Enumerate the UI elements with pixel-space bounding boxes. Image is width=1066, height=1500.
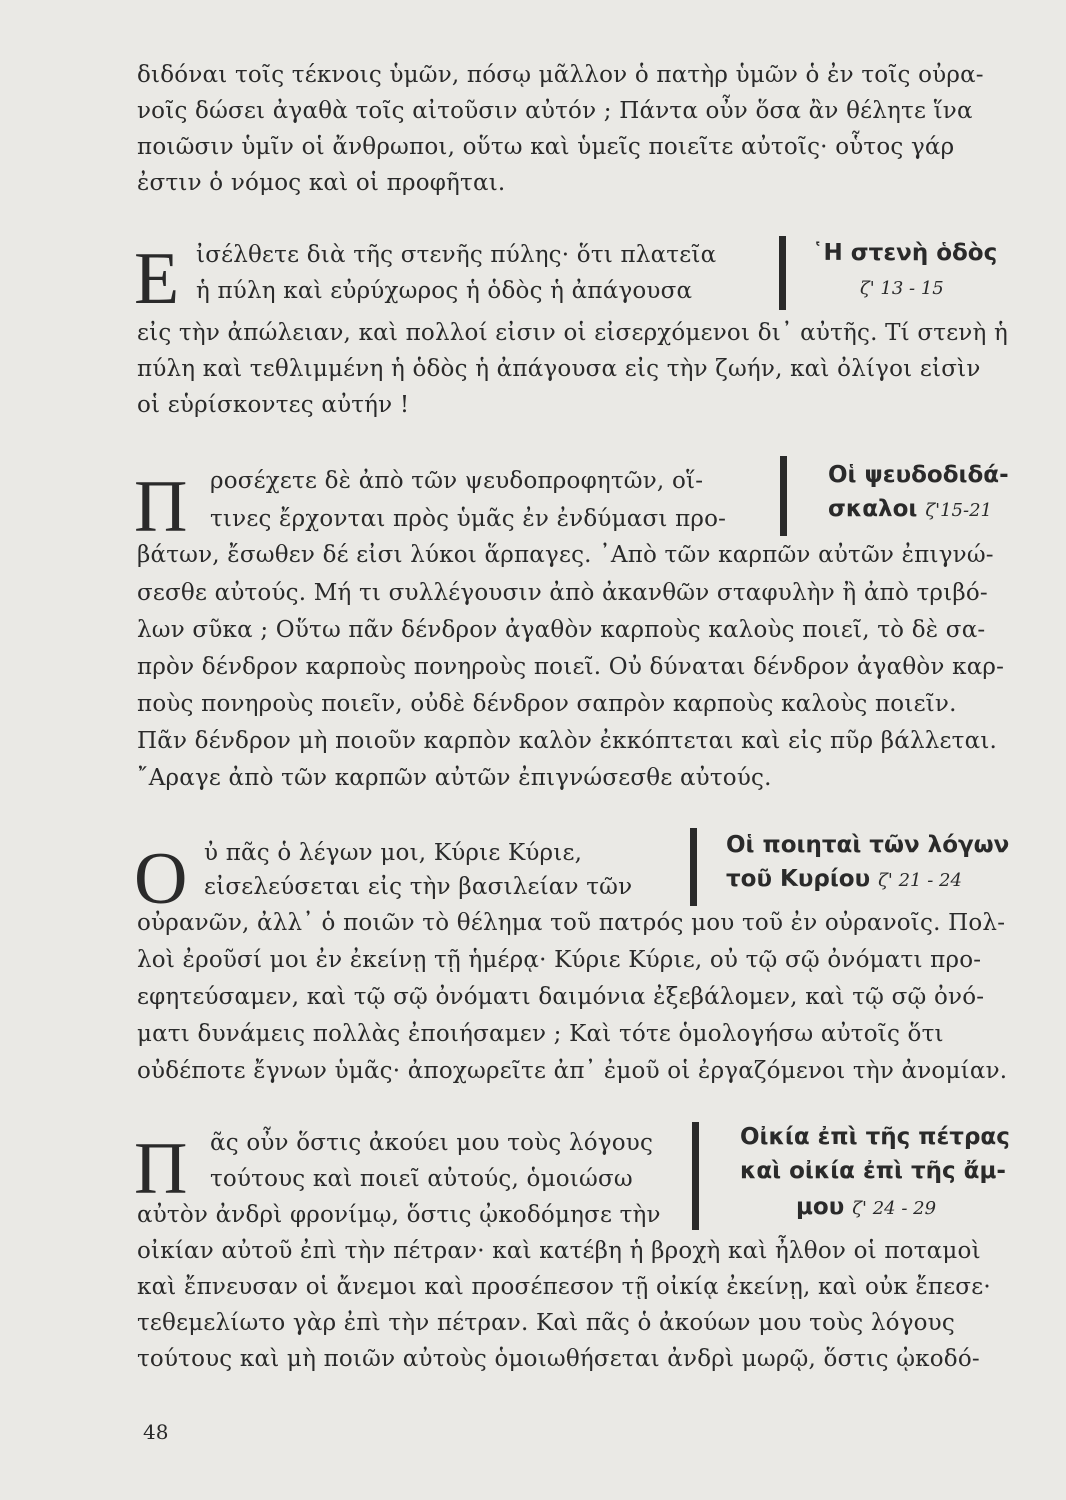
title-line: τοῦ Κυρίου xyxy=(726,866,871,892)
dropcap: Ε xyxy=(134,238,180,320)
text-line: ᾶς οὖν ὅστις ἀκούει μου τοὺς λόγους xyxy=(210,1130,654,1156)
margin-bar xyxy=(779,236,786,310)
dropcap: Π xyxy=(134,466,188,548)
verse-ref-line xyxy=(852,272,944,304)
section-title-continued xyxy=(726,864,962,896)
dropcap: Π xyxy=(134,1128,188,1210)
verse-reference: ζ' 24 - 29 xyxy=(852,1198,937,1219)
margin-bar xyxy=(692,1122,699,1230)
margin-bar xyxy=(780,456,787,536)
section-title xyxy=(828,460,1009,490)
section-title xyxy=(726,830,1009,860)
title-line: Οἱ ψευδοδιδά- xyxy=(828,462,1009,488)
section-title xyxy=(812,238,997,268)
text-line: πρὸν δένδρον καρποὺς πονηροὺς ποιεῖ. Οὐ δύναται δένδρον ἀγαθὸν καρ- xyxy=(137,654,1005,680)
section-title xyxy=(740,1122,1010,1152)
text-line: νοῖς δώσει ἀγαθὰ τοῖς αἰτοῦσιν αὐτόν ; Πάντα οὖν ὅσα ἂν θέλητε ἵνα xyxy=(137,98,973,124)
text-line: λων σῦκα ; Οὕτω πᾶν δένδρον ἀγαθὸν καρποὺς καλοὺς ποιεῖ, τὸ δὲ σα- xyxy=(137,617,986,643)
text-line: ποὺς πονηροὺς ποιεῖν, οὐδὲ δένδρον σαπρὸν καρποὺς καλοὺς ποιεῖν. xyxy=(137,691,957,717)
text-line: ἐστιν ὁ νόμος καὶ οἱ προφῆται. xyxy=(137,170,506,196)
text-line: οὐρανῶν, ἀλλ᾽ ὁ ποιῶν τὸ θέλημα τοῦ πατρός μου τοῦ ἐν οὐρανοῖς. Πολ- xyxy=(137,910,1006,936)
page-number: 48 xyxy=(143,1420,169,1444)
verse-reference: ζ'15-21 xyxy=(925,500,992,521)
text-line: ἡ πύλη καὶ εὐρύχωρος ἡ ὁδὸς ἡ ἀπάγουσα xyxy=(196,278,693,304)
text-line: βάτων, ἔσωθεν δέ εἰσι λύκοι ἅρπαγες. ᾿Απὸ τῶν καρπῶν αὐτῶν ἐπιγνώ- xyxy=(137,542,994,568)
text-line: πύλη καὶ τεθλιμμένη ἡ ὁδὸς ἡ ἀπάγουσα εἰς τὴν ζωήν, καὶ ὀλίγοι εἰσὶν xyxy=(137,356,981,382)
text-line: διδόναι τοῖς τέκνοις ὑμῶν, πόσῳ μᾶλλον ὁ πατὴρ ὑμῶν ὁ ἐν τοῖς οὐρα- xyxy=(137,62,984,88)
text-line: τούτους καὶ μὴ ποιῶν αὐτοὺς ὁμοιωθήσεται ἀνδρὶ μωρῷ, ὅστις ᾠκοδό- xyxy=(137,1346,980,1372)
text-line: αὐτὸν ἀνδρὶ φρονίμῳ, ὅστις ᾠκοδόμησε τὴν xyxy=(137,1202,661,1228)
title-line: Οἱ ποιηταὶ τῶν λόγων xyxy=(726,832,1010,858)
section-title-continued xyxy=(828,494,992,526)
text-line: εἰσελεύσεται εἰς τὴν βασιλείαν τῶν xyxy=(204,874,633,900)
text-line: ῎Αραγε ἀπὸ τῶν καρπῶν αὐτῶν ἐπιγνώσεσθε αὐτούς. xyxy=(137,765,772,791)
text-line: σεσθε αὐτούς. Μή τι συλλέγουσιν ἀπὸ ἀκανθῶν σταφυλὴν ἢ ἀπὸ τριβό- xyxy=(137,580,988,606)
text-line: τεθεμελίωτο γὰρ ἐπὶ τὴν πέτραν. Καὶ πᾶς ὁ ἀκούων μου τοὺς λόγους xyxy=(137,1310,955,1336)
title-line: ῾Η στενὴ ὁδὸς xyxy=(812,240,998,266)
text-line: ματι δυνάμεις πολλὰς ἐποιήσαμεν ; Καὶ τότε ὁμολογήσω αὐτοῖς ὅτι xyxy=(137,1021,944,1047)
dropcap: Ο xyxy=(134,838,188,920)
text-line: ποιῶσιν ὑμῖν οἱ ἄνθρωποι, οὕτω καὶ ὑμεῖς ποιεῖτε αὐτοῖς· οὗτος γάρ xyxy=(137,134,955,160)
margin-bar xyxy=(690,828,697,906)
verse-reference: ζ' 21 - 24 xyxy=(878,870,962,891)
title-line: Οἰκία ἐπὶ τῆς πέτρας xyxy=(740,1124,1010,1150)
text-line: Πᾶν δένδρον μὴ ποιοῦν καρπὸν καλὸν ἐκκόπτεται καὶ εἰς πῦρ βάλλεται. xyxy=(137,728,998,754)
section-title-continued xyxy=(796,1192,936,1224)
text-line: ὐ πᾶς ὁ λέγων μοι, Κύριε Κύριε, xyxy=(204,840,583,866)
title-line: καὶ οἰκία ἐπὶ τῆς ἄμ- xyxy=(740,1158,1006,1184)
text-line: τούτους καὶ ποιεῖ αὐτούς, ὁμοιώσω xyxy=(210,1166,633,1192)
text-line: οἱ εὑρίσκοντες αὐτήν ! xyxy=(137,392,410,418)
text-line: εφητεύσαμεν, καὶ τῷ σῷ ὀνόματι δαιμόνια ἐξεβάλομεν, καὶ τῷ σῷ ὀνό- xyxy=(137,984,985,1010)
text-line: ἰσέλθετε διὰ τῆς στενῆς πύλης· ὅτι πλατεῖα xyxy=(196,242,717,268)
text-line: εἰς τὴν ἀπώλειαν, καὶ πολλοί εἰσιν οἱ εἰσερχόμενοι δι᾽ αὐτῆς. Τί στενὴ ἡ xyxy=(137,320,1008,346)
text-line: τινες ἔρχονται πρὸς ὑμᾶς ἐν ἐνδύμασι προ- xyxy=(210,506,727,532)
title-line: σκαλοι xyxy=(828,496,918,522)
text-line: οἰκίαν αὐτοῦ ἐπὶ τὴν πέτραν· καὶ κατέβη ἡ βροχὴ καὶ ἦλθον οἱ ποταμοὶ xyxy=(137,1238,981,1264)
verse-reference: ζ' 13 - 15 xyxy=(860,278,944,299)
text-line: ροσέχετε δὲ ἀπὸ τῶν ψευδοπροφητῶν, οἵ- xyxy=(210,468,704,494)
title-line: μου xyxy=(796,1194,845,1220)
text-line: λοὶ ἐροῦσί μοι ἐν ἐκείνῃ τῇ ἡμέρᾳ· Κύριε Κύριε, οὐ τῷ σῷ ὀνόματι προ- xyxy=(137,947,982,973)
text-line: οὐδέποτε ἔγνων ὑμᾶς· ἀποχωρεῖτε ἀπ᾽ ἐμοῦ οἱ ἐργαζόμενοι τὴν ἀνομίαν. xyxy=(137,1058,1008,1084)
section-title-continued xyxy=(740,1156,1006,1186)
text-line: καὶ ἔπνευσαν οἱ ἄνεμοι καὶ προσέπεσον τῇ οἰκίᾳ ἐκείνῃ, καὶ οὐκ ἔπεσε· xyxy=(137,1274,991,1300)
